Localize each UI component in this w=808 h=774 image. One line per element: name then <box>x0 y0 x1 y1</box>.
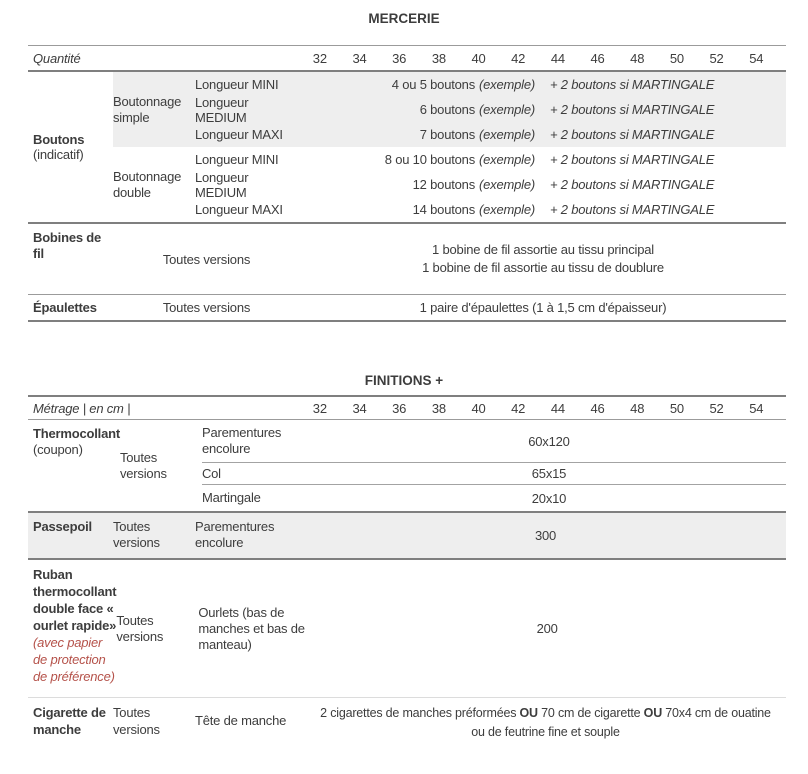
part-label: Parementures encolure <box>201 425 282 456</box>
boutons-label <box>28 72 113 222</box>
thermocollant-label <box>28 420 120 511</box>
ruban-version: Toutes versions <box>116 612 164 644</box>
finitions-size-header <box>300 401 776 416</box>
size-cell: 34 <box>352 50 367 66</box>
bouton-qty <box>300 102 535 117</box>
boutonnage-simple-group <box>113 72 786 147</box>
bobines-section <box>28 224 786 295</box>
epaulettes-section <box>28 295 786 322</box>
longueur-label: Longueur MAXI <box>195 127 283 142</box>
epaulettes-label: Épaulettes <box>33 299 97 315</box>
cig-text: 70x4 cm de ouatine <box>662 706 771 720</box>
thermocollant-label-main: Thermocollant <box>33 426 120 441</box>
example-note: (exemple) <box>479 102 535 117</box>
bouton-qty <box>300 127 535 142</box>
qty-text: 14 boutons <box>412 202 475 217</box>
boutons-label-main: Boutons <box>33 132 85 147</box>
thermocollant-label-note: (coupon) <box>33 442 83 457</box>
bobines-label: Bobines de fil <box>33 230 102 261</box>
size-cell: 40 <box>471 50 486 66</box>
example-note: (exemple) <box>479 127 535 142</box>
epaulettes-version: Toutes versions <box>162 300 251 315</box>
group-rows <box>195 72 786 147</box>
size-cell: 50 <box>669 50 684 66</box>
bobines-line2: 1 bobine de fil assortie au tissu de doublure <box>422 260 664 275</box>
thermocollant-row <box>202 420 786 463</box>
part-value: 60x120 <box>528 433 570 449</box>
size-cell: 52 <box>709 50 724 66</box>
finitions-table <box>28 395 786 773</box>
size-cell: 44 <box>550 50 565 66</box>
size-cell: 50 <box>669 400 684 416</box>
ruban-label-main: Ruban thermocollant double face « ourlet rapide» <box>33 567 117 633</box>
size-cell: 38 <box>431 50 446 66</box>
cigarette-version: Toutes versions <box>113 705 160 737</box>
passepoil-part: Parementures encolure <box>195 519 275 550</box>
bouton-qty <box>300 77 535 92</box>
size-cell: 36 <box>392 400 407 416</box>
bobines-value <box>300 224 786 294</box>
part-label: Martingale <box>201 490 261 505</box>
ruban-label <box>28 560 116 697</box>
size-cell: 40 <box>471 400 486 416</box>
qty-text: 4 ou 5 boutons <box>391 77 475 92</box>
thermocollant-section <box>28 420 786 513</box>
longueur-label: Longueur MINI <box>195 152 279 167</box>
size-cell: 48 <box>630 400 645 416</box>
ruban-part: Ourlets (bas de manches et bas de manteau) <box>198 604 305 652</box>
bouton-row <box>195 169 786 200</box>
thermocollant-row <box>202 485 786 511</box>
qty-text: 8 ou 10 boutons <box>384 152 475 167</box>
boutons-label-note: (indicatif) <box>33 147 84 162</box>
bouton-qty <box>300 177 535 192</box>
size-cell: 52 <box>709 400 724 416</box>
martingale-note: + 2 boutons si MARTINGALE <box>550 102 715 117</box>
boutons-section <box>28 72 786 224</box>
metrage-header-label: Métrage | en cm | <box>33 400 131 416</box>
size-cell: 36 <box>392 50 407 66</box>
ruban-section <box>28 560 786 698</box>
qty-text: 12 boutons <box>412 177 475 192</box>
group-name: Boutonnage double <box>113 168 182 200</box>
bouton-row <box>195 197 786 222</box>
passepoil-version: Toutes versions <box>113 519 160 550</box>
longueur-label: Longueur MEDIUM <box>195 94 249 125</box>
cig-text: 70 cm de cigarette <box>537 706 644 720</box>
martingale-note: + 2 boutons si MARTINGALE <box>550 77 715 92</box>
martingale-note: + 2 boutons si MARTINGALE <box>550 202 715 217</box>
finitions-title: FINITIONS + <box>364 373 444 388</box>
size-cell: 48 <box>630 50 645 66</box>
size-cell: 46 <box>590 400 605 416</box>
martingale-note: + 2 boutons si MARTINGALE <box>550 127 715 142</box>
example-note: (exemple) <box>479 77 535 92</box>
cigarette-label: Cigarette de manche <box>33 705 106 737</box>
example-note: (exemple) <box>479 202 535 217</box>
quantity-header-label: Quantité <box>33 50 81 66</box>
martingale-note: + 2 boutons si MARTINGALE <box>550 177 715 192</box>
ruban-value: 200 <box>536 621 558 636</box>
cigarette-value <box>305 704 786 773</box>
size-cell: 32 <box>312 400 327 416</box>
passepoil-value: 300 <box>534 528 557 543</box>
thermocollant-version: Toutes versions <box>119 449 167 481</box>
cigarette-value-line2: ou de feutrine fine et souple <box>471 725 620 739</box>
size-cell: 32 <box>312 50 327 66</box>
group-rows <box>195 147 786 222</box>
passepoil-section <box>28 513 786 560</box>
group-name: Boutonnage simple <box>113 93 182 125</box>
ou-bold: OU <box>643 706 663 720</box>
part-value: 65x15 <box>531 466 567 481</box>
size-cell: 34 <box>352 400 367 416</box>
longueur-label: Longueur MAXI <box>195 202 283 217</box>
longueur-label: Longueur MEDIUM <box>195 169 249 200</box>
size-cell: 54 <box>749 400 764 416</box>
martingale-note: + 2 boutons si MARTINGALE <box>550 152 715 167</box>
size-cell: 44 <box>550 400 565 416</box>
size-cell: 38 <box>431 400 446 416</box>
size-cell: 54 <box>749 50 764 66</box>
mercerie-size-header <box>300 51 776 66</box>
bouton-qty <box>300 152 535 167</box>
finitions-header-row <box>28 395 786 420</box>
mercerie-title: MERCERIE <box>368 11 440 26</box>
bouton-row <box>195 72 786 97</box>
bobines-version: Toutes versions <box>162 251 251 267</box>
passepoil-label: Passepoil <box>33 519 92 534</box>
example-note: (exemple) <box>479 177 535 192</box>
part-value: 20x10 <box>531 490 567 506</box>
mercerie-table <box>28 45 786 322</box>
bouton-qty <box>300 202 535 217</box>
longueur-label: Longueur MINI <box>195 77 279 92</box>
qty-text: 6 boutons <box>419 102 475 117</box>
epaulettes-value: 1 paire d'épaulettes (1 à 1,5 cm d'épaisseur) <box>419 299 667 315</box>
bobines-line1: 1 bobine de fil assortie au tissu principal <box>432 242 654 257</box>
cig-text: 2 cigarettes de manches préformées <box>320 706 520 720</box>
cigarette-part: Tête de manche <box>195 713 287 728</box>
cigarette-value-line1 <box>305 704 786 723</box>
thermocollant-rows <box>202 420 786 511</box>
size-cell: 42 <box>511 400 526 416</box>
mercerie-header-row <box>28 45 786 72</box>
boutons-groups <box>113 72 786 222</box>
size-cell: 42 <box>511 50 526 66</box>
bouton-row <box>195 147 786 172</box>
ou-bold: OU <box>519 706 538 720</box>
bouton-row <box>195 94 786 125</box>
thermocollant-row <box>202 463 786 485</box>
example-note: (exemple) <box>479 152 535 167</box>
boutonnage-double-group <box>113 147 786 222</box>
cigarette-section <box>28 698 786 773</box>
size-cell: 46 <box>590 50 605 66</box>
part-label: Col <box>201 465 221 481</box>
ruban-label-red-note: (avec papier de protection de préférence) <box>33 635 115 684</box>
qty-text: 7 boutons <box>419 127 475 142</box>
bouton-row <box>195 122 786 147</box>
